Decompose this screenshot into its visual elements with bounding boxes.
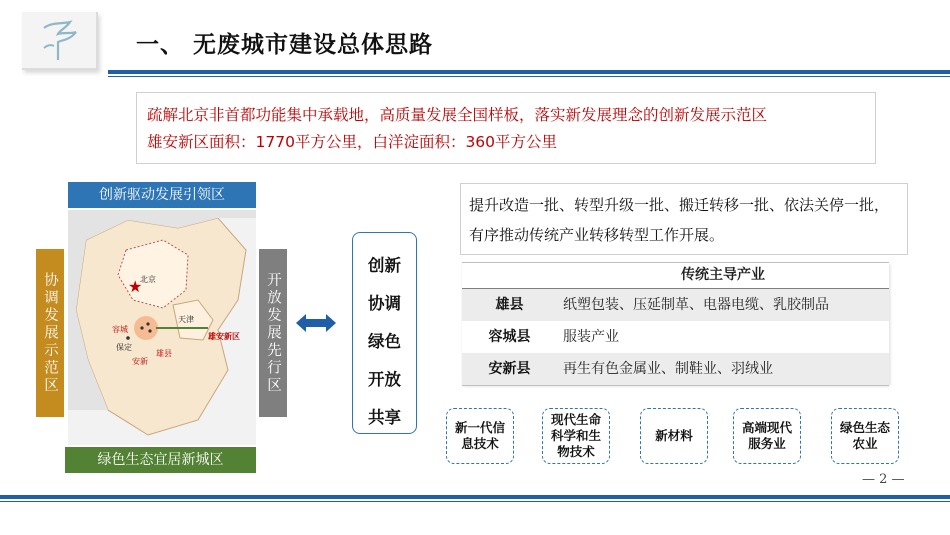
map-label-tianjin: 天津 bbox=[178, 315, 194, 324]
county-cell: 安新县 bbox=[488, 361, 531, 377]
map-label-xiongxian: 雄县 bbox=[156, 349, 172, 358]
region-map bbox=[68, 210, 256, 445]
industry-card-life-science: 现代生命科学和生物技术 bbox=[542, 408, 610, 464]
banner-coordination-zone: 协调发展示范区 bbox=[36, 249, 64, 417]
policy-text: 提升改造一批、转型升级一批、搬迁转移一批、依法关停一批，有序推动传统产业转移转型工作开展。 bbox=[460, 183, 908, 255]
table-row bbox=[462, 321, 889, 353]
industries-cell: 纸塑包装、压延制革、电器电缆、乳胶制品 bbox=[563, 297, 829, 313]
table-header-cell: 传统主导产业 bbox=[681, 267, 765, 283]
map-graphic bbox=[68, 210, 256, 445]
map-label-anxin: 安新 bbox=[132, 357, 148, 366]
county-cell: 雄县 bbox=[495, 297, 524, 313]
header-divider bbox=[108, 70, 950, 74]
banner-green-city: 绿色生态宜居新城区 bbox=[65, 447, 256, 473]
intro-line-2: 雄安新区面积：1770平方公里，白洋淀面积：360平方公里 bbox=[147, 133, 558, 151]
bird-logo-icon bbox=[40, 18, 80, 64]
banner-innovation-zone: 创新驱动发展引领区 bbox=[68, 182, 256, 208]
table-header bbox=[462, 262, 889, 289]
table-row bbox=[462, 353, 889, 386]
county-cell: 容城县 bbox=[488, 329, 531, 345]
development-concepts bbox=[352, 232, 417, 434]
page-number: — 2 — bbox=[862, 472, 905, 487]
map-label-baoding: 保定 bbox=[116, 343, 132, 352]
concept-item: 绿色 bbox=[368, 332, 401, 351]
capital-star-icon: ★ bbox=[128, 277, 143, 296]
footer-divider-thin bbox=[0, 501, 950, 502]
xiongan-highlight bbox=[134, 316, 158, 340]
page-title: 一、 无废城市建设总体思路 bbox=[136, 32, 434, 58]
intro-line-1: 疏解北京非首都功能集中承载地，高质量发展全国样板，落实新发展理念的创新发展示范区 bbox=[147, 106, 768, 124]
table-row bbox=[462, 289, 889, 321]
industry-card-eco-agriculture: 绿色生态农业 bbox=[831, 408, 899, 464]
industry-card-services: 高端现代服务业 bbox=[733, 408, 801, 464]
concept-item: 开放 bbox=[368, 370, 401, 389]
concept-item: 创新 bbox=[368, 256, 401, 275]
footer-divider bbox=[0, 495, 950, 499]
industries-cell: 再生有色金属业、制鞋业、羽绒业 bbox=[563, 361, 773, 377]
intro-box bbox=[136, 92, 876, 164]
industry-card-new-materials: 新材料 bbox=[640, 408, 708, 464]
industry-table bbox=[462, 262, 889, 384]
table-header-cell bbox=[462, 263, 557, 288]
double-arrow-icon bbox=[296, 314, 336, 332]
concept-item: 协调 bbox=[368, 294, 401, 313]
banner-openness-zone: 开放发展先行区 bbox=[259, 249, 287, 417]
map-label-beijing: 北京 bbox=[140, 275, 156, 284]
industries-cell: 服装产业 bbox=[563, 329, 619, 345]
logo bbox=[22, 12, 98, 70]
map-label-xiongan: 雄安新区 bbox=[208, 332, 240, 341]
concept-item: 共享 bbox=[368, 408, 401, 427]
industry-card-it: 新一代信息技术 bbox=[446, 408, 514, 464]
header-divider-thin bbox=[108, 76, 950, 77]
map-label-rongcheng: 容城 bbox=[112, 325, 128, 334]
